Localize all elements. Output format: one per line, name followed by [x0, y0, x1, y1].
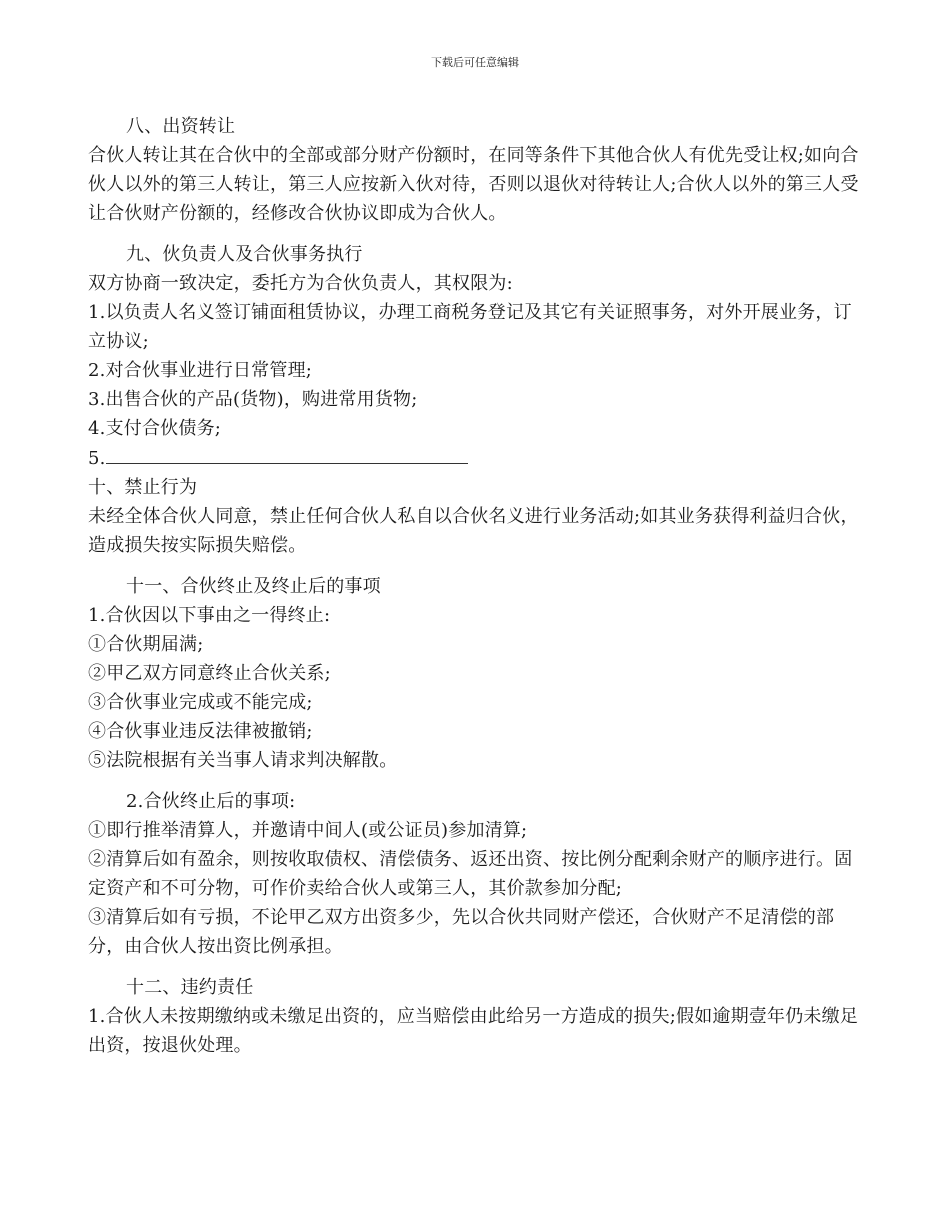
list-item: ③合伙事业完成或不能完成;: [88, 692, 313, 713]
section-breach-liability: [88, 973, 868, 1060]
section-heading: 十一、合伙终止及终止后的事项: [126, 576, 381, 597]
paragraph: 1.合伙人未按期缴纳或未缴足出资的，应当赔偿由此给另一方造成的损失;假如逾期壹年仍未缴足出资，按退伙处理。: [88, 1006, 859, 1056]
section-heading: 十二、违约责任: [126, 977, 254, 998]
section-heading: 2.合伙终止后的事项:: [126, 791, 296, 812]
list-item: 1.合伙因以下事由之一得终止:: [88, 605, 331, 626]
list-item: ①合伙期届满;: [88, 634, 204, 655]
section-partnership-manager: [88, 240, 868, 473]
list-item: 2.对合伙事业进行日常管理;: [88, 360, 313, 381]
list-item: ③清算后如有亏损，不论甲乙双方出资多少，先以合伙共同财产偿还，合伙财产不足清偿的部分，由合伙人按出资比例承担。: [88, 907, 835, 957]
list-item-blank: [88, 443, 868, 473]
section-heading: 十、禁止行为: [88, 477, 198, 498]
list-item: 3.出售合伙的产品(货物)，购进常用货物;: [88, 389, 418, 410]
paragraph: 双方协商一致决定，委托方为合伙负责人，其权限为:: [88, 273, 513, 294]
paragraph: 合伙人转让其在合伙中的全部或部分财产份额时，在同等条件下其他合伙人有优先受让权;如向合伙人以外的第三人转让，第三人应按新入伙对待，否则以退伙对待转让人;合伙人以外的第三人受让合伙财产份额的，经修改合伙协议即成为合伙人。: [88, 145, 859, 224]
list-item: ④合伙事业违反法律被撤销;: [88, 721, 313, 742]
list-item: ②清算后如有盈余，则按收取债权、清偿债务、返还出资、按比例分配剩余财产的顺序进行。固定资产和不可分物，可作价卖给合伙人或第三人，其价款参加分配;: [88, 849, 853, 899]
list-item: ②甲乙双方同意终止合伙关系;: [88, 663, 331, 684]
section-capital-transfer: [88, 112, 868, 228]
blank-line: [106, 443, 468, 464]
page-header: 下载后可任意编辑: [431, 56, 519, 69]
section-termination: [88, 572, 868, 775]
list-item: 1.以负责人名义签订铺面租赁协议，办理工商税务登记及其它有关证照事务，对外开展业务，订立协议;: [88, 302, 852, 352]
paragraph: 未经全体合伙人同意，禁止任何合伙人私自以合伙名义进行业务活动;如其业务获得利益归合伙，造成损失按实际损失赔偿。: [88, 506, 859, 556]
section-after-termination: [88, 787, 868, 961]
document-body: [88, 112, 868, 1072]
list-item: ⑤法院根据有关当事人请求判决解散。: [88, 750, 398, 771]
section-prohibited-acts: [88, 473, 868, 560]
section-heading: 九、伙负责人及合伙事务执行: [126, 244, 363, 265]
list-item: 4.支付合伙债务;: [88, 418, 222, 439]
list-item-number: 5.: [88, 448, 106, 469]
list-item: ①即行推举清算人，并邀请中间人(或公证员)参加清算;: [88, 820, 528, 841]
section-heading: 八、出资转让: [126, 116, 236, 137]
